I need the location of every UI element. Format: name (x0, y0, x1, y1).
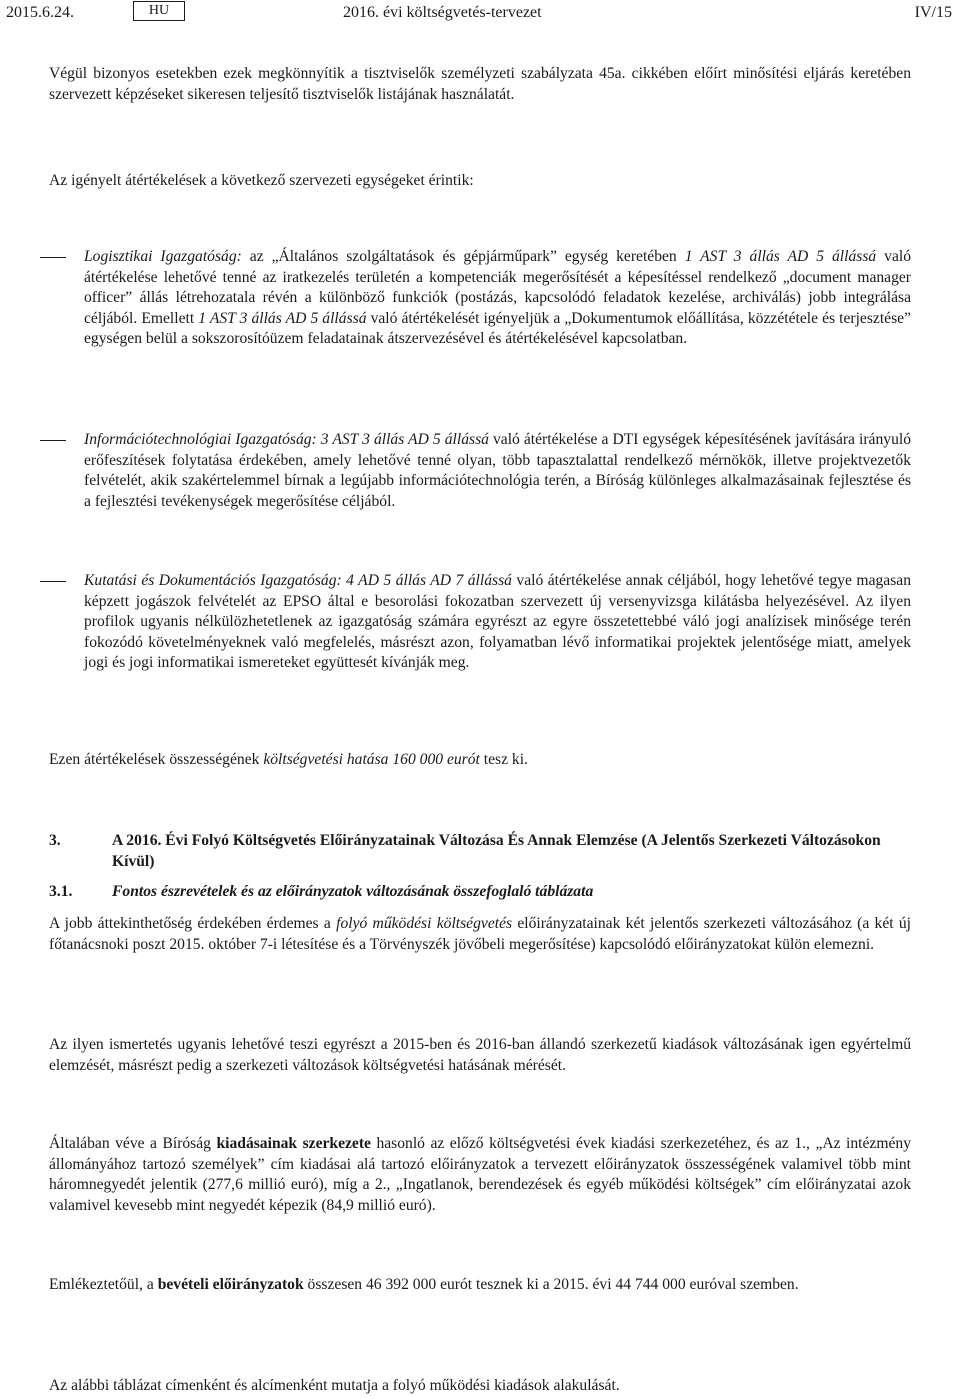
list-item-text: Logisztikai Igazgatóság: az „Általános szolgáltatások és gépjárműpark” egység keretében 1 AST 3 állás AD 5 állássá való átértékelése lehetővé tenné az iratkezelés területén a kompetenciák megerősítését a képesítéssel rendelkező „document manager officer” állás létrehozatala révén a különböző funkciók (postázás, kapcsolódó feladatok kezelése, archiválás) jobb integrálása céljából. Emellett 1 AST 3 állás AD 5 állássá való átértékelését igényeljük a „Dokumentumok előállítása, közzététele és terjesztése” egységen belül a sokszorosítóüzem feladatainak átszervezésével és átértékelésével kapcsolatban. (84, 248, 911, 348)
language-badge: HU (133, 1, 185, 21)
paragraph-revenue (49, 1275, 911, 1296)
paragraph-text: Általában véve a Bíróság kiadásainak szerkezete hasonló az előző költségvetési évek kiadási szerkezetéhez, és az 1., „Az intézmény állományához tartozó személyek” cím kiadásai alá tartozó előirányzatok a tervezett előirányzatok összességének valamivel több mint háromnegyedét jelentik (277,6 millió euró), míg a 2., „Ingatlanok, berendezések és egyéb működési költségek” cím előirányzatai azok valamivel kevesebb mint negyedét képezik (84,9 millió euró). (49, 1135, 911, 1214)
dash-bullet (40, 247, 68, 258)
paragraph-text: Az alábbi táblázat címenként és alcímenként mutatja a folyó működési kiadások alakulását. (49, 1377, 620, 1394)
paragraph-text: Az ilyen ismertetés ugyanis lehetővé teszi egyrészt a 2015-ben és 2016-ban állandó szerkezetű kiadások változásának igen egyértelmű elemzését, másrészt pedig a szerkezeti változások költségvetési hatásának mérését. (49, 1036, 911, 1074)
intro-paragraph (49, 64, 911, 105)
paragraph-separate-analysis (49, 914, 911, 955)
dash-bullet (40, 571, 68, 582)
paragraph-table-intro (49, 1376, 911, 1397)
paragraph-text: Emlékeztetőül, a bevételi előirányzatok összesen 46 392 000 eurót tesznek ki a 2015. évi 44 744 000 euróval szemben. (49, 1276, 799, 1293)
list-item-text: Információtechnológiai Igazgatóság: 3 AST 3 állás AD 5 állássá való átértékelése a DTI egységek képesítésének javítására irányuló erőfeszítések folytatása érdekében, amely lehetővé tenné olyan, több tapasztalattal rendelkező mérnökök, illetve projektvezetők felvételét, akik szakértelemmel bírnak a legújabb információtechnológia terén, a Bíróság különleges alkalmazásainak fejlesztése és a fejlesztési tevékenységek megerősítése céljából. (84, 431, 911, 510)
page-number: IV/15 (914, 4, 952, 21)
list-item-it (49, 430, 911, 512)
paragraph-expenditure-structure (49, 1134, 911, 1216)
intro-text: Végül bizonyos esetekben ezek megkönnyítik a tisztviselők személyzeti szabályzata 45a. cikkében előírt minősítési eljárás keretében szervezett képzéseket sikeresen teljesítő tisztviselők listájának használatát. (49, 65, 911, 103)
section-number: 3. (49, 832, 61, 849)
section-number: 3.1. (49, 883, 73, 900)
section-title: Fontos észrevételek és az előirányzatok változásának összefoglaló táblázata (112, 883, 594, 900)
document-title: 2016. évi költségvetés-tervezet (343, 4, 542, 21)
paragraph-presentation (49, 1035, 911, 1076)
header-date: 2015.6.24. (6, 4, 74, 21)
section-heading-3 (49, 831, 911, 872)
lead-text: Az igényelt átértékelések a következő szervezeti egységeket érintik: (49, 172, 474, 189)
paragraph-text: A jobb áttekinthetőség érdekében érdemes a folyó működési költségvetés előirányzatainak két jelentős szerkezeti változásához (a két új főtanácsnoki poszt 2015. október 7-i létesítése és a Törvényszék jövőbeli megerősítése) kapcsolódó előirányzatokat külön elemezni. (49, 915, 911, 953)
summary-text: Ezen átértékelések összességének költségvetési hatása 160 000 eurót tesz ki. (49, 751, 528, 768)
list-item-text: Kutatási és Dokumentációs Igazgatóság: 4 AD 5 állás AD 7 állássá való átértékelése annak céljából, hogy lehetővé tegye magasan képzett jogászok felvételét az EPSO által e besorolási fokozatban szervezett új versenyvizsga kilátásba helyezésével. Az ilyen profilok ugyanis nélkülözhetetlenek az igazgatóság számára egyrészt az egyre összetettebbé váló jogi analízisek minősége terén fokozódó követelményeknek való megfelelés, másrészt azon, folyamatban lévő informatikai projektek jelentősége miatt, amelyek jogi és jogi informatikai ismereteket együttesét kívánják meg. (84, 572, 911, 672)
summary-paragraph (49, 750, 911, 771)
section-title: A 2016. Évi Folyó Költségvetés Előirányzatainak Változása És Annak Elemzése (A Jelentős Szerkezeti Változásokon Kívül) (112, 832, 881, 870)
dash-bullet (40, 430, 68, 441)
list-item-logistics (49, 247, 911, 350)
list-item-research (49, 571, 911, 674)
section-heading-3-1 (49, 882, 911, 903)
lead-paragraph (49, 171, 911, 192)
page-header (0, 0, 960, 30)
